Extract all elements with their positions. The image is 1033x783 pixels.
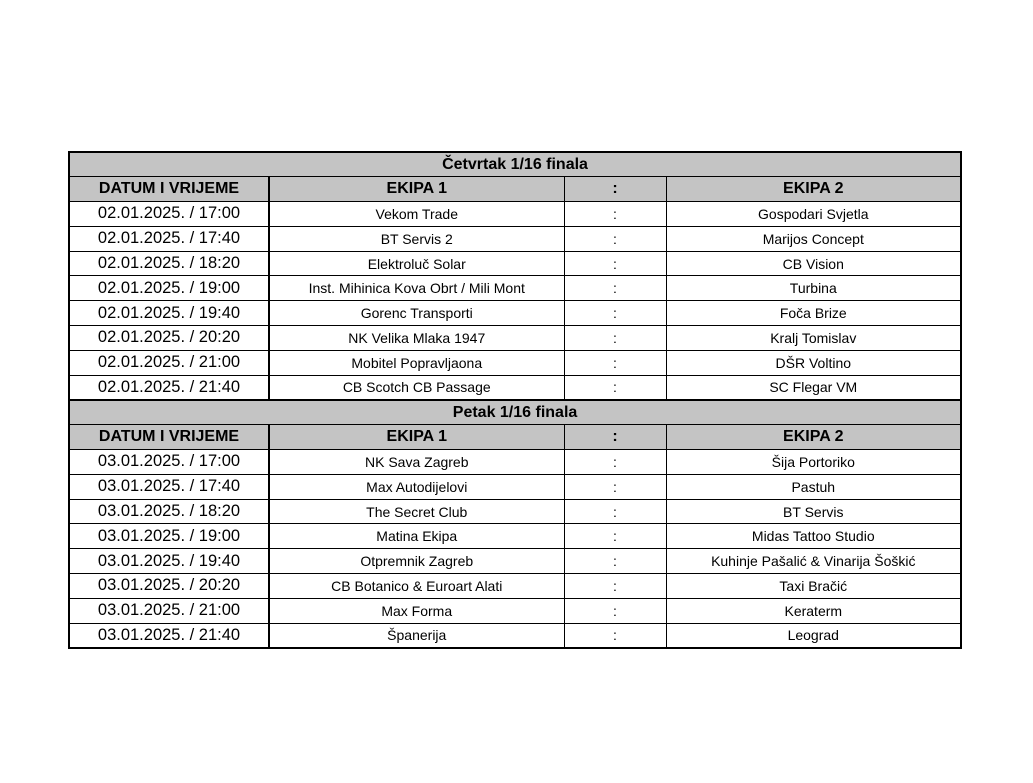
match-team1: Španerija bbox=[269, 623, 564, 648]
match-team1: NK Velika Mlaka 1947 bbox=[269, 326, 564, 351]
schedule-table bbox=[68, 151, 962, 649]
match-separator: : bbox=[564, 276, 666, 301]
column-header-date: DATUM I VRIJEME bbox=[69, 177, 269, 202]
column-header-team2: EKIPA 2 bbox=[666, 177, 961, 202]
schedule-body bbox=[69, 152, 961, 648]
match-team2: Pastuh bbox=[666, 474, 961, 499]
match-row bbox=[69, 623, 961, 648]
match-row bbox=[69, 499, 961, 524]
match-team1: Max Forma bbox=[269, 598, 564, 623]
match-team1: CB Scotch CB Passage bbox=[269, 375, 564, 400]
match-datetime: 03.01.2025. / 19:00 bbox=[69, 524, 269, 549]
match-team1: The Secret Club bbox=[269, 499, 564, 524]
match-datetime: 03.01.2025. / 21:00 bbox=[69, 598, 269, 623]
match-datetime: 03.01.2025. / 21:40 bbox=[69, 623, 269, 648]
match-team2: Kralj Tomislav bbox=[666, 326, 961, 351]
match-separator: : bbox=[564, 524, 666, 549]
match-datetime: 02.01.2025. / 17:00 bbox=[69, 202, 269, 227]
column-header-team1: EKIPA 1 bbox=[269, 425, 564, 450]
column-header-separator: : bbox=[564, 425, 666, 450]
column-header-row bbox=[69, 177, 961, 202]
match-datetime: 02.01.2025. / 17:40 bbox=[69, 226, 269, 251]
match-team1: CB Botanico & Euroart Alati bbox=[269, 574, 564, 599]
section-title-row bbox=[69, 400, 961, 425]
match-team2: Foča Brize bbox=[666, 301, 961, 326]
match-team2: Keraterm bbox=[666, 598, 961, 623]
match-datetime: 02.01.2025. / 21:40 bbox=[69, 375, 269, 400]
match-team2: Leograd bbox=[666, 623, 961, 648]
match-datetime: 03.01.2025. / 19:40 bbox=[69, 549, 269, 574]
match-separator: : bbox=[564, 226, 666, 251]
column-header-separator: : bbox=[564, 177, 666, 202]
match-row bbox=[69, 524, 961, 549]
match-team2: CB Vision bbox=[666, 251, 961, 276]
match-team2: Šija Portoriko bbox=[666, 450, 961, 475]
match-team1: BT Servis 2 bbox=[269, 226, 564, 251]
column-header-team1: EKIPA 1 bbox=[269, 177, 564, 202]
match-team1: Mobitel Popravljaona bbox=[269, 350, 564, 375]
match-team1: Max Autodijelovi bbox=[269, 474, 564, 499]
match-row bbox=[69, 549, 961, 574]
match-separator: : bbox=[564, 375, 666, 400]
match-row bbox=[69, 276, 961, 301]
section-title: Petak 1/16 finala bbox=[69, 400, 961, 425]
match-datetime: 03.01.2025. / 18:20 bbox=[69, 499, 269, 524]
column-header-team2: EKIPA 2 bbox=[666, 425, 961, 450]
match-team2: Gospodari Svjetla bbox=[666, 202, 961, 227]
match-team1: NK Sava Zagreb bbox=[269, 450, 564, 475]
match-team2: Turbina bbox=[666, 276, 961, 301]
match-team1: Vekom Trade bbox=[269, 202, 564, 227]
match-separator: : bbox=[564, 549, 666, 574]
match-datetime: 02.01.2025. / 21:00 bbox=[69, 350, 269, 375]
match-datetime: 03.01.2025. / 17:00 bbox=[69, 450, 269, 475]
match-team2: Taxi Bračić bbox=[666, 574, 961, 599]
match-datetime: 02.01.2025. / 18:20 bbox=[69, 251, 269, 276]
match-separator: : bbox=[564, 450, 666, 475]
match-separator: : bbox=[564, 326, 666, 351]
match-row bbox=[69, 598, 961, 623]
match-row bbox=[69, 375, 961, 400]
match-row bbox=[69, 301, 961, 326]
match-separator: : bbox=[564, 499, 666, 524]
match-separator: : bbox=[564, 301, 666, 326]
match-team2: Marijos Concept bbox=[666, 226, 961, 251]
match-separator: : bbox=[564, 350, 666, 375]
match-row bbox=[69, 474, 961, 499]
section-title-row bbox=[69, 152, 961, 177]
match-team2: DŠR Voltino bbox=[666, 350, 961, 375]
match-separator: : bbox=[564, 202, 666, 227]
match-datetime: 02.01.2025. / 19:00 bbox=[69, 276, 269, 301]
match-team2: BT Servis bbox=[666, 499, 961, 524]
match-team1: Otpremnik Zagreb bbox=[269, 549, 564, 574]
match-team1: Elektroluč Solar bbox=[269, 251, 564, 276]
section-title: Četvrtak 1/16 finala bbox=[69, 152, 961, 177]
match-row bbox=[69, 450, 961, 475]
match-datetime: 03.01.2025. / 20:20 bbox=[69, 574, 269, 599]
match-row bbox=[69, 202, 961, 227]
match-datetime: 02.01.2025. / 19:40 bbox=[69, 301, 269, 326]
match-separator: : bbox=[564, 574, 666, 599]
match-row bbox=[69, 326, 961, 351]
match-separator: : bbox=[564, 623, 666, 648]
match-row bbox=[69, 574, 961, 599]
match-row bbox=[69, 251, 961, 276]
column-header-row bbox=[69, 425, 961, 450]
match-team1: Inst. Mihinica Kova Obrt / Mili Mont bbox=[269, 276, 564, 301]
match-team2: Midas Tattoo Studio bbox=[666, 524, 961, 549]
match-separator: : bbox=[564, 251, 666, 276]
match-row bbox=[69, 226, 961, 251]
match-separator: : bbox=[564, 598, 666, 623]
match-team1: Gorenc Transporti bbox=[269, 301, 564, 326]
match-team2: SC Flegar VM bbox=[666, 375, 961, 400]
column-header-date: DATUM I VRIJEME bbox=[69, 425, 269, 450]
match-team2: Kuhinje Pašalić & Vinarija Šoškić bbox=[666, 549, 961, 574]
match-separator: : bbox=[564, 474, 666, 499]
match-datetime: 03.01.2025. / 17:40 bbox=[69, 474, 269, 499]
match-team1: Matina Ekipa bbox=[269, 524, 564, 549]
match-row bbox=[69, 350, 961, 375]
match-datetime: 02.01.2025. / 20:20 bbox=[69, 326, 269, 351]
